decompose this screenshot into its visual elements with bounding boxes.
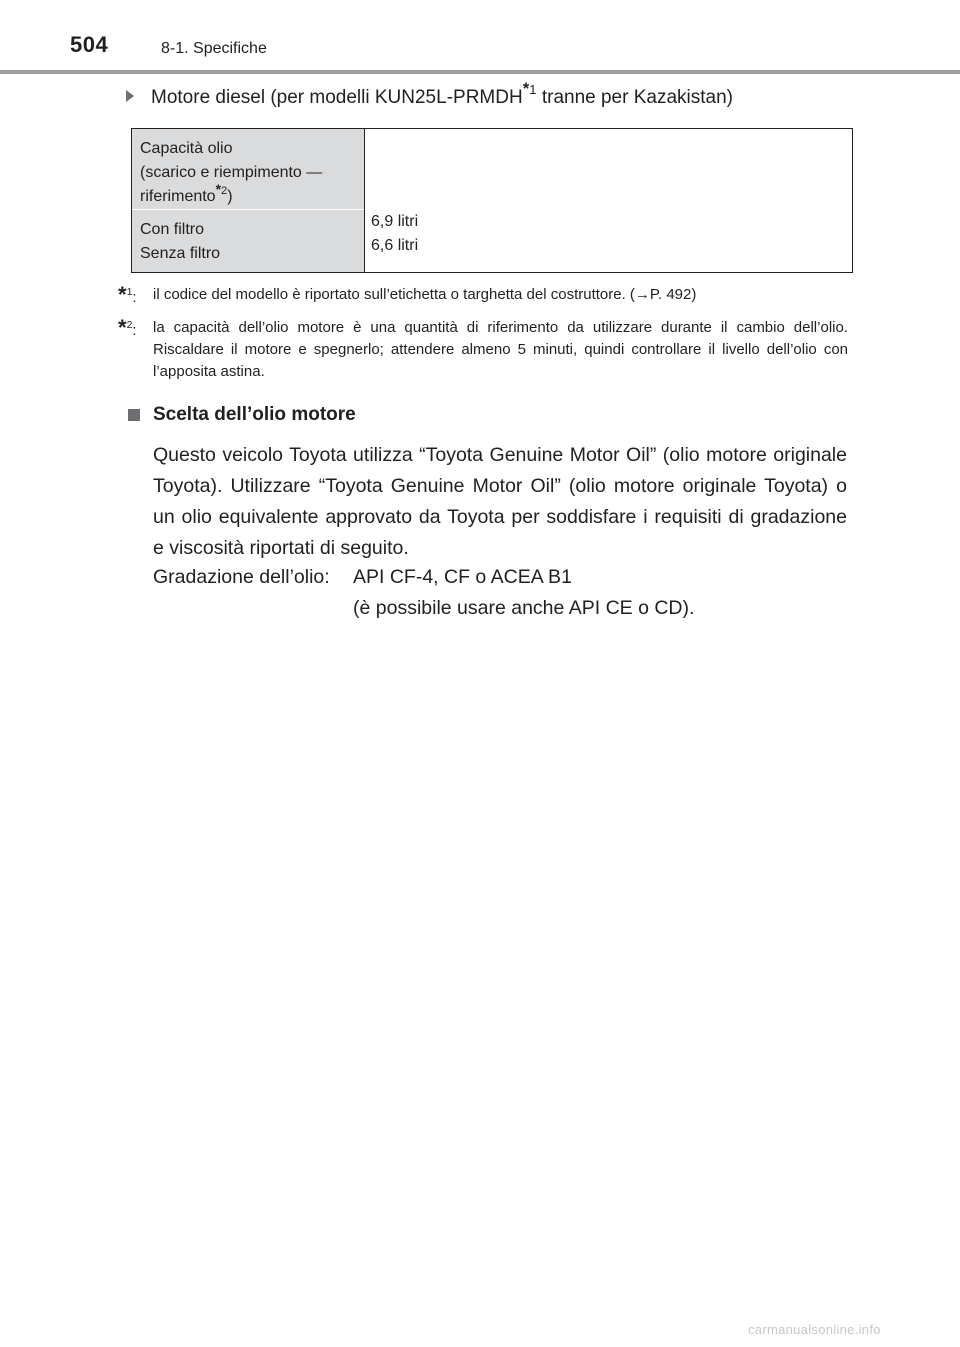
section-title: 8-1. Specifiche xyxy=(161,40,267,57)
section-heading: Scelta dell’olio motore xyxy=(128,404,356,426)
row-value: 6,6 litri xyxy=(371,237,419,254)
capacity-values xyxy=(365,210,852,264)
capacity-label: Capacità olio (scarico e riempimento — riferimento$^{*2}$) xyxy=(132,129,364,210)
engine-bullet xyxy=(126,79,734,109)
table-row xyxy=(132,129,853,273)
watermark: carmanualsonline.info xyxy=(748,1322,881,1337)
header-divider xyxy=(0,70,960,74)
oil-capacity-table xyxy=(131,128,853,273)
grade-value: API CF-4, CF o ACEA B1 xyxy=(353,566,572,588)
footnote-2: *$^2$: la capacità dell’olio motore è una quantità di riferimento da utilizzare durante il cambio dell’olio. Riscaldare il motore e spegnerlo; attendere almeno 5 minuti, quindi controllare il livello dell’olio con l’apposita astina. xyxy=(118,315,848,380)
bullet-text: Motore diesel (per modelli KUN25L-PRMDH xyxy=(151,87,523,108)
value-cell xyxy=(365,129,853,273)
oil-grade xyxy=(153,562,572,593)
footnote-ref: *1 xyxy=(522,79,537,99)
label-cell xyxy=(132,129,365,273)
filter-labels xyxy=(132,210,364,272)
page-number: 504 xyxy=(70,32,109,57)
footnotes xyxy=(118,284,848,391)
footnote-1: *$^1$: il codice del modello è riportato sull’etichetta o targhetta del costruttore. (→P. 492) xyxy=(118,282,697,307)
arrow-bullet-icon xyxy=(126,90,134,102)
square-bullet-icon xyxy=(128,409,140,421)
row-label: Senza filtro xyxy=(140,245,221,262)
row-value: 6,9 litri xyxy=(371,213,419,230)
bullet-text-tail: tranne per Kazakistan) xyxy=(536,87,734,108)
body-paragraph: Questo veicolo Toyota utilizza “Toyota Genuine Motor Oil” (olio motore originale Toyota). Utilizzare “Toyota Genuine Motor Oil” (olio motore originale Toyota) o un olio equivalente approvato da Toyota per soddisfare i requisiti di gradazione e viscosità riportati di seguito. xyxy=(153,444,847,559)
grade-note: (è possibile usare anche API CE o CD). xyxy=(353,597,695,619)
grade-label: Gradazione dell’olio: xyxy=(153,566,330,588)
row-label: Con filtro xyxy=(140,221,205,238)
